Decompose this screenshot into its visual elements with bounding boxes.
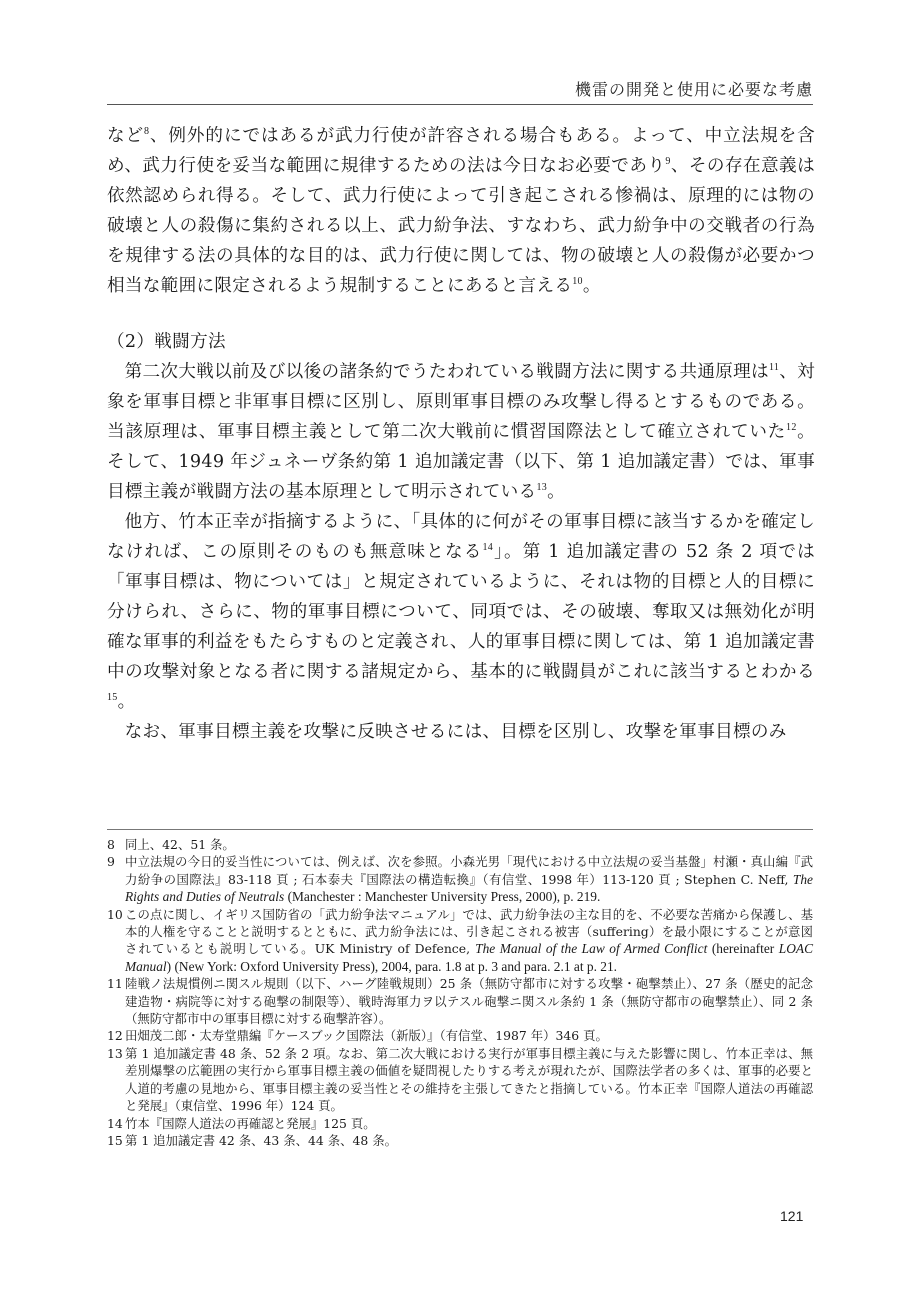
footnote-ref-14: 14 xyxy=(482,542,494,553)
paragraph-2: 第二次大戦以前及び以後の諸条約でうたわれている戦闘方法に関する共通原理は$^{11}$、対象を軍事目標と非軍事目標に区別し、原則軍事目標のみ攻撃し得るとするものである。当該原理は、軍事目標主義として第二次大戦前に慣習国際法として確立されていた$^{12}$。そして、1949 年ジュネーヴ条約第 1 追加議定書（以下、第 1 追加議定書）では、軍事目標主義が戦闘方法の基本原理として明示されている$^{13}$。 xyxy=(107,362,815,502)
paragraph-4: なお、軍事目標主義を攻撃に反映させるには、目標を区別し、攻撃を軍事目標のみ xyxy=(124,722,787,742)
page-number: 121 xyxy=(780,1208,804,1224)
body-text xyxy=(107,121,815,747)
section-title: （2）戦闘方法 xyxy=(107,332,226,352)
footnote-ref-15: 15 xyxy=(107,692,118,703)
footnote-12: 12 田畑茂二郎・太寿堂鼎編『ケースブック国際法（新版）』（有信堂、1987 年）346 頁。 xyxy=(107,1028,608,1044)
footnote-11: 11 陸戦ノ法規慣例ニ関スル規則（以下、ハーグ陸戦規則）25 条（無防守都市に対する攻撃・砲撃禁止）、27 条（歴史的記念建造物・病院等に対する砲撃の制限等）、戦時海軍力ヲ以テスル砲撃ニ関スル条約 1 条（無防守都市の砲撃禁止）、同 2 条（無防守都市中の軍事目標に対する砲撃許容）。 xyxy=(107,976,813,1027)
footnote-13: 13 第 1 追加議定書 48 条、52 条 2 項。なお、第二次大戦における実行が軍事目標主義に与えた影響に関し、竹本正幸は、無差別爆撃の広範囲の実行から軍事目標主義の価値を疑問視したりする考えが現れたが、国際法学者の多くは、軍事的必要と人道的考慮の見地から、軍事目標主義の妥当性とその維持を主張してきたと指摘している。竹本正幸『国際人道法の再確認と発展』（東信堂、1996 年）124 頁。 xyxy=(107,1045,813,1114)
footnote-9: 9 中立法規の今日的妥当性については、例えば、次を参照。小森光男「現代における中立法規の妥当基盤」村瀬・真山編『武力紛争の国際法』83-118 頁 ; 石本泰夫『国際法の構造転換』（有信堂、1998 年）113-120 頁 ; Stephen C. Neff, The Rights and Duties of Neutrals (Manchester : Manchester University Press, 2000), p. 219. xyxy=(107,854,813,905)
footnote-rule xyxy=(107,829,813,830)
footnote-8: 8 同上、42、51 条。 xyxy=(107,837,235,852)
footnote-ref-13: 13 xyxy=(536,482,548,493)
paragraph-3: 他方、竹本正幸が指摘するように、「具体的に何がその軍事目標に該当するかを確定しなければ、この原則そのものも無意味となる$^{14}$」。第 1 追加議定書の 52 条 2 項では「軍事目標は、物については」と規定されているように、それは物的目標と人的目標に分けられ、さらに、物的軍事目標について、同項では、その破壊、奪取又は無効化が明確な軍事的利益をもたらすものと定義され、人的軍事目標に関しては、第 1 追加議定書中の攻撃対象となる者に関する諸規定から、基本的に戦闘員がこれに該当するとわかる$^{15}$。 xyxy=(107,512,815,712)
footnote-15: 15 第 1 追加議定書 42 条、43 条、44 条、48 条。 xyxy=(107,1132,397,1148)
footnote-ref-10: 10 xyxy=(572,276,583,287)
footnote-ref-12: 12 xyxy=(786,422,797,433)
footnotes xyxy=(107,836,813,1149)
footnote-ref-11: 11 xyxy=(768,362,780,373)
paragraph-1: など$^8$、例外的にではあるが武力行使が許容される場合もある。よって、中立法規を含め、武力行使を妥当な範囲に規律するための法は今日なお必要であり$^9$、その存在意義は依然認められ得る。そして、武力行使によって引き起こされる惨禍は、原理的には物の破壊と人の殺傷に集約される以上、武力紛争法、すなわち、武力紛争中の交戦者の行為を規律する法の具体的な目的は、武力行使に関しては、物の破壊と人の殺傷が必要かつ相当な範囲に限定されるよう規制することにあると言える$^{10}$。 xyxy=(107,126,816,296)
footnote-10: 10 この点に関し、イギリス国防省の「武力紛争法マニュアル」では、武力紛争法の主な目的を、不必要な苦痛から保護し、基本的人権を守ることと説明するとともに、武力紛争法には、引き起こされる被害（suffering）を最小限にすることが意図されているとも説明している。UK Ministry of Defence, The Manual of the Law of Armed Conflict (hereinafter LOAC Manual) (New York: Oxford University Press), 2004, para. 1.8 at p. 3 and para. 2.1 at p. 21. xyxy=(107,906,814,974)
footnote-14: 14 竹本『国際人道法の再確認と発展』125 頁。 xyxy=(107,1115,376,1131)
header-rule xyxy=(107,104,813,105)
running-header: 機雷の開発と使用に必要な考慮 xyxy=(574,80,813,99)
footnote-ref-8: 8 xyxy=(144,126,150,137)
footnote-ref-9: 9 xyxy=(665,156,671,167)
